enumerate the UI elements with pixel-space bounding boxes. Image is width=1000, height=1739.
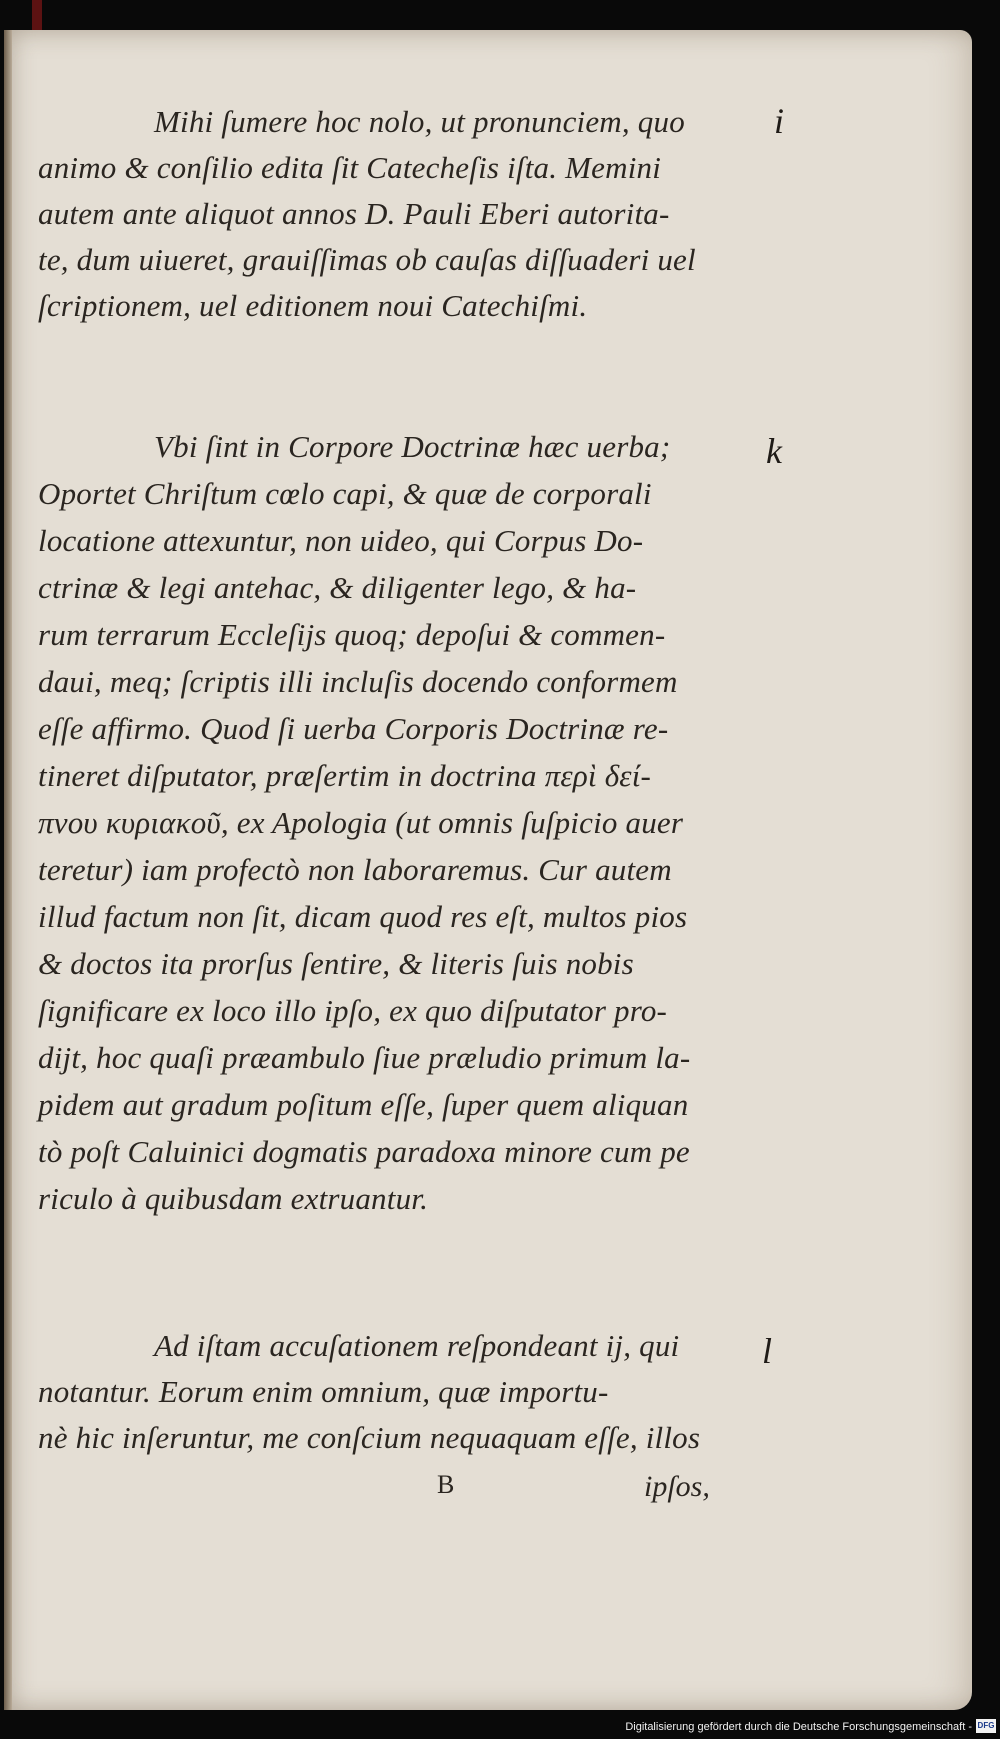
margin-marker: i xyxy=(774,101,785,141)
text-line: Mihi ſumere hoc nolo, ut pronunciem, quo xyxy=(154,104,685,139)
margin-marker: k xyxy=(766,431,782,471)
text-line: tò poſt Caluinici dogmatis paradoxa minore cum pe xyxy=(38,1134,690,1169)
text-line: nè hic inſeruntur, me conſcium nequaquam eſſe, illos xyxy=(38,1420,701,1455)
text-line: & doctos ita prorſus ſentire, & literis ſuis nobis xyxy=(38,946,634,981)
page-gutter xyxy=(4,30,12,1710)
book-page xyxy=(4,30,972,1710)
text-line: autem ante aliquot annos D. Pauli Eberi autorita- xyxy=(38,196,670,231)
text-line: teretur) iam profectò non laboraremus. Cur autem xyxy=(38,852,672,887)
text-line: illud factum non ſit, dicam quod res eſt, multos pios xyxy=(38,899,688,934)
text-line: ſignificare ex loco illo ipſo, ex quo diſputator pro- xyxy=(38,993,668,1028)
text-line: Ad iſtam accuſationem reſpondeant ij, qui xyxy=(154,1328,680,1363)
text-line: pidem aut gradum poſitum eſſe, ſuper quem aliquan xyxy=(38,1087,689,1122)
text-line: Vbi ſint in Corpore Doctrinæ hæc uerba; xyxy=(154,429,671,464)
text-line: te, dum uiueret, grauiſſimas ob cauſas diſſuaderi uel xyxy=(38,242,696,277)
text-line: locatione attexuntur, non uideo, qui Corpus Do- xyxy=(38,523,644,558)
text-line: animo & conſilio edita ſit Catecheſis iſta. Memini xyxy=(38,150,662,185)
text-line: daui, meq; ſcriptis illi incluſis docendo conformem xyxy=(38,664,678,699)
text-line: Oportet Chriſtum cœlo capi, & quæ de corporali xyxy=(38,476,652,511)
text-line: ſcriptionem, uel editionem noui Catechiſmi. xyxy=(38,288,588,323)
text-line: rum terrarum Eccleſijs quoq; depoſui & commen- xyxy=(38,617,666,652)
text-line: dijt, hoc quaſi præambulo ſiue præludio primum la- xyxy=(38,1040,691,1075)
text-line: notantur. Eorum enim omnium, quæ importu- xyxy=(38,1374,609,1409)
text-line: riculo à quibusdam extruantur. xyxy=(38,1181,429,1216)
page-tab xyxy=(32,0,42,30)
signature-mark: B xyxy=(437,1470,455,1499)
text-line: πνου κυριακοῦ, ex Apologia (ut omnis ſuſpicio auer xyxy=(38,805,684,840)
dfg-logo: DFG xyxy=(976,1719,996,1733)
text-line: ctrinæ & legi antehac, & diligenter lego, & ha- xyxy=(38,570,637,605)
catchword: ipſos, xyxy=(644,1470,710,1503)
margin-marker: l xyxy=(762,1331,773,1371)
digitization-credit: Digitalisierung gefördert durch die Deutsche Forschungsgemeinschaft - xyxy=(625,1721,972,1733)
text-line: eſſe affirmo. Quod ſi uerba Corporis Doctrinæ re- xyxy=(38,711,669,746)
text-line: tineret diſputator, præſertim in doctrina περὶ δεί- xyxy=(38,758,652,793)
